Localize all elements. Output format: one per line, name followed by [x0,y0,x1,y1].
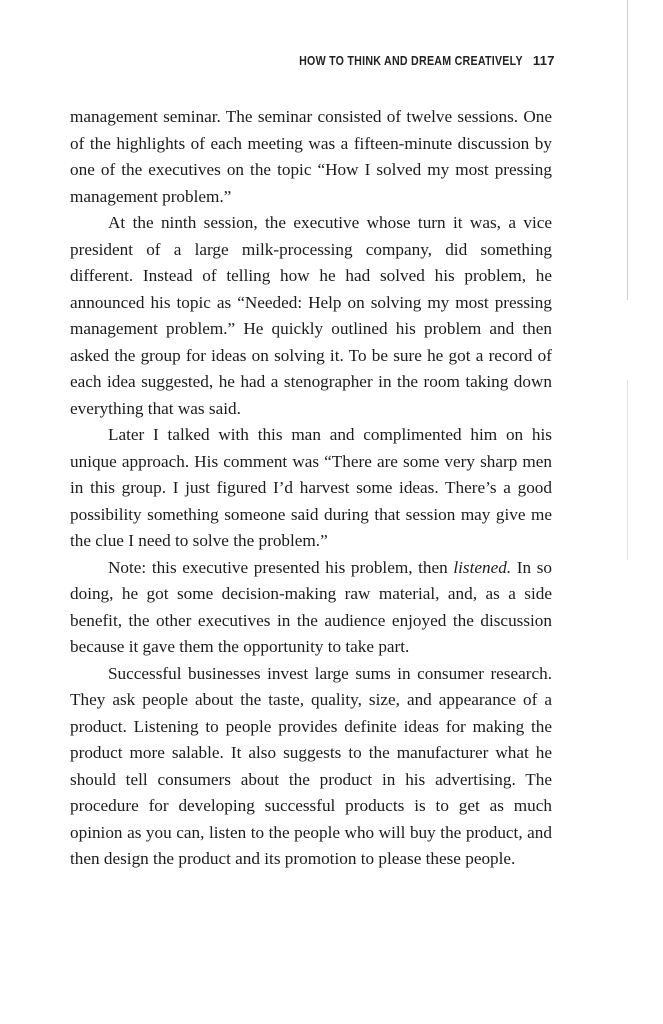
paragraph-1: management seminar. The seminar consisted of twelve sessions. One of the highlights of each meeting was a fifteen-minute discussion by one of the executives on the topic “How I solved my most pressing management problem.” [70,107,552,206]
paragraph-4-before: Note: this executive presented his problem, then [108,557,454,577]
paragraph-2: At the ninth session, the executive whose turn it was, a vice president of a large milk-processing company, did something different. Instead of telling how he had solved his problem, he announced his topic as “Needed: Help on solving my most pressing management problem.” He quickly outlined his problem and then asked the group for ideas on solving it. To be sure he got a record of each idea suggested, he had a stenographer in the room taking down everything that was said. [70,213,552,418]
paragraph-4 [70,555,552,661]
running-head-title: HOW TO THINK AND DREAM CREATIVELY [299,53,523,68]
paragraph-5: Successful businesses invest large sums in consumer research. They ask people about the taste, quality, size, and appearance of a product. Listening to people provides definite ideas for making the product more salable. It also suggests to the manufacturer what he should tell consumers about the product in his advertising. The procedure for developing successful products is to get as much opinion as you can, listen to the people who will buy the product, and then design the product and its promotion to please these people. [70,663,552,868]
page-edge-line [627,0,628,300]
body-text [70,104,552,873]
running-head [250,53,555,77]
paragraph-4-emphasis: listened. [453,557,512,577]
page-number: 117 [532,53,555,68]
paragraph-4-after: In so doing, he got some decision-making raw material, and, as a side benefit, the other executives in the audience enjoyed the discussion because it gave them the opportunity to take part. [70,557,552,656]
page-edge-line-faint [627,380,628,560]
paragraph-3: Later I talked with this man and complimented him on his unique approach. His comment was “There are some very sharp men in this group. I just figured I’d harvest some ideas. There’s a good possibility something someone said during that session may give me the clue I need to solve the problem.” [70,425,552,550]
